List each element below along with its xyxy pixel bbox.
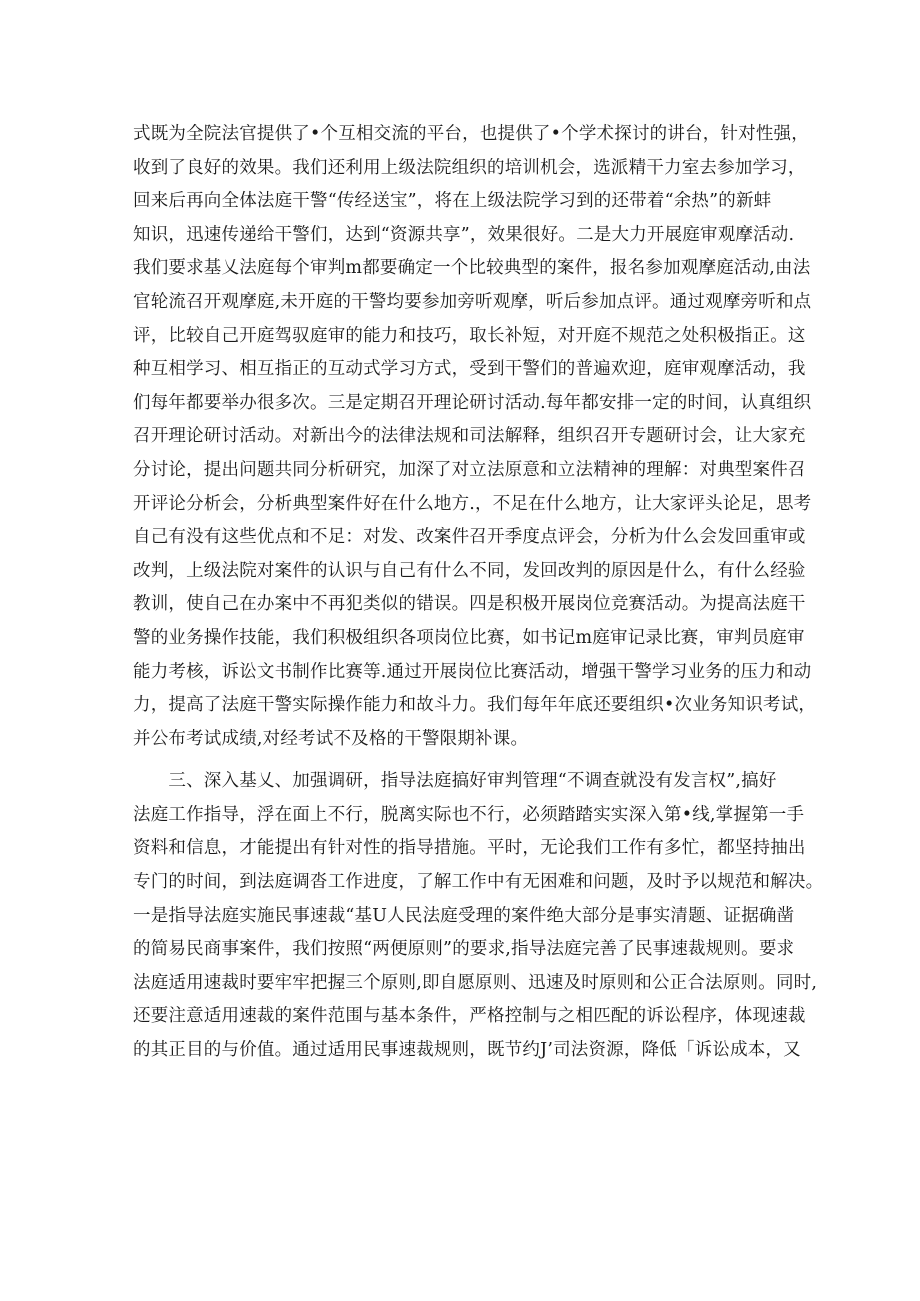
text-line: 开评论分析会，分析典型案件好在什么地方.，不足在什么地方，让大家评头论足，思考 (133, 493, 812, 514)
text-line: 力，提高了法庭干警实际操作能力和故斗力。我们每年年底还要组织•次业务知识考试， (133, 695, 817, 716)
text-line: 们每年都要举办很多次。三是定期召开理论研讨活动.每年都安排一定的时间，认真组织 (133, 392, 812, 413)
text-line: 教训，使自己在办案中不再犯类似的错误。四是积极开展岗位竞赛活动。为提高法庭干 (133, 594, 806, 615)
document-body (133, 118, 824, 1068)
text-line: 改判，上级法院对案件的认识与自己有什么不同，发回改判的原因是什么，有什么经验 (133, 560, 806, 581)
text-line: 官轮流召开观摩庭,未开庭的干警均要参加旁听观摩，听后参加点评。通过观摩旁听和点 (133, 291, 812, 312)
text-line: 我们要求基乂法庭每个审判m都要确定一个比较典型的案件，报名参加观摩庭活动,由法 (133, 258, 811, 279)
text-line: 知识，迅速传递给干警们，达到“资源共享”，效果很好。二是大力开展庭审观摩活动. (133, 224, 795, 245)
text-line: 的其正目的与价值。通过适用民事速裁规则，既节约J’司法资源，降低「诉讼成本，又 (133, 1040, 801, 1061)
text-line: 警的业务操作技能，我们积极组织各项岗位比赛，如书记m庭审记录比赛，审判员庭审 (133, 627, 805, 648)
text-line: 专门的时间，到法庭调沓工作进度，了解工作中有无困难和问题，及时予以规范和解决。 (133, 872, 824, 893)
text-line: 召开理论研讨活动。对新出今的法律法规和司法解释，组织召开专题研讨会，让大家充 (133, 426, 806, 447)
text-line: 一是指导法庭实施民事速裁“基U人民法庭受理的案件绝大部分是事实清题、证据确凿 (133, 905, 795, 926)
text-line: 能力考核，诉讼文书制作比赛等.通过开展岗位比赛活动，增强干警学习业务的压力和动 (133, 661, 812, 682)
text-line: 并公布考试成绩,对经考试不及格的干警限期补课。 (133, 728, 529, 749)
text-line: 三、深入基乂、加强调研，指导法庭搞好审判管理“不调查就没有发言权”,搞好 (133, 771, 777, 792)
text-line: 分讨论，提出问题共同分析研究，加深了对立法原意和立法精神的理解：对典型案件召 (133, 459, 806, 480)
text-line: 自己有没有这些优点和不足：对发、改案件召开季度点评会，分析为什么会发回重审或 (133, 527, 806, 548)
text-line: 评，比较自己开庭驾驭庭审的能力和技巧，取长补短，对开庭不规范之处积极指正。这 (133, 325, 806, 346)
text-line: 法庭工作指导，浮在面上不行，脱离实际也不行，必须踏踏实实深入第•线,掌握第一手 (133, 804, 805, 825)
text-line: 资料和信息，才能提出有针对性的指导措施。平时，无论我们工作有多忙，都坚持抽出 (133, 838, 806, 859)
paragraph-spacer (133, 756, 793, 765)
text-line: 的简易民商事案件，我们按照“两便原则”的要求,指导法庭完善了民事速裁规则。要求 (133, 939, 795, 960)
text-line: 法庭适用速裁时要牢牢把握三个原则,即自愿原则、迅速及时原则和公正合法原则。同时, (133, 972, 818, 993)
text-line: 回来后再向全体法庭干警“传经送宝”，将在上级法院学习到的还带着“余热”的新蚌 (133, 191, 772, 212)
text-line: 收到了良好的效果。我们还利用上级法院组织的培训机会，选派精干力室去参加学习， (133, 157, 806, 178)
text-line: 种互相学习、相互指正的互动式学习方式，受到干警们的普遍欢迎，庭审观摩活动，我 (133, 359, 806, 380)
paragraph-1 (133, 118, 817, 756)
paragraph-2 (133, 765, 824, 1067)
text-line: 式既为全院法官提供了•个互相交流的平台，也提供了•个学术探讨的讲台，针对性强， (133, 124, 809, 144)
text-line: 还要注意适用速裁的案件范围与基本条件，严格控制与之相匹配的诉讼程序，体现速裁 (133, 1006, 806, 1027)
